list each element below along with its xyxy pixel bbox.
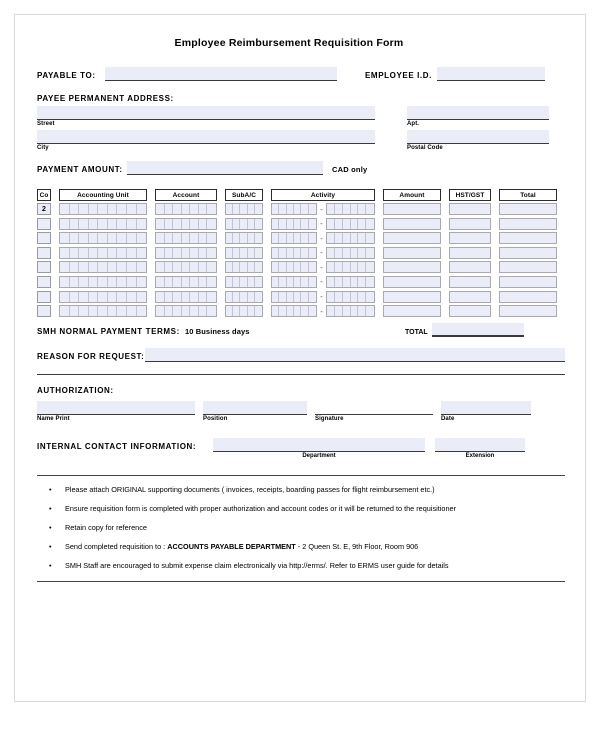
column-header-hst-gst: HST/GST [449,189,491,201]
payment-amount-label: PAYMENT AMOUNT: [37,165,123,174]
column-spacer [491,232,499,244]
cell-amount[interactable] [383,305,441,317]
name-print-caption: Name Print [37,416,70,423]
apt-input[interactable] [407,106,549,120]
column-spacer [147,305,155,317]
note-item [43,543,565,551]
table-row [37,305,565,317]
activity-separator: - [320,204,323,214]
activity-separator: - [320,277,323,287]
column-spacer [375,218,383,230]
column-spacer [441,218,449,230]
column-spacer [147,203,155,215]
cell-activity-a[interactable] [271,276,317,288]
cell-hst-gst[interactable] [449,203,491,215]
signature-caption: Signature [315,416,344,423]
postal-code-caption: Postal Code [407,145,443,151]
table-row [37,261,565,273]
cell-account[interactable] [155,305,217,317]
cell-activity-a[interactable] [271,305,317,317]
date-caption: Date [441,416,455,423]
activity-separator: - [320,292,323,302]
payment-terms-label: SMH NORMAL PAYMENT TERMS: [37,327,180,337]
column-spacer [263,276,271,288]
reason-section [37,348,565,362]
payment-amount-input[interactable] [127,161,323,175]
cell-hst-gst[interactable] [449,232,491,244]
column-spacer [375,232,383,244]
activity-separator: - [320,233,323,243]
cell-activity-b[interactable] [326,232,375,244]
cell-hst-gst[interactable] [449,291,491,303]
column-spacer [51,291,59,303]
cell-co[interactable] [37,232,51,244]
cell-amount[interactable] [383,276,441,288]
cell-subac[interactable] [225,276,263,288]
bullet-icon: • [49,542,52,552]
cell-total[interactable] [499,276,557,288]
cell-amount[interactable] [383,261,441,273]
cell-amount[interactable] [383,291,441,303]
payment-amount-section [37,161,565,175]
column-spacer [491,218,499,230]
column-spacer [375,261,383,273]
reason-input[interactable] [145,348,565,362]
cell-activity-a[interactable] [271,247,317,259]
internal-contact-section [37,438,565,452]
cell-accounting-unit[interactable] [59,203,147,215]
internal-contact-label: INTERNAL CONTACT INFORMATION: [37,442,197,452]
column-header-amount: Amount [383,189,441,201]
position-caption: Position [203,416,228,423]
column-spacer [217,232,225,244]
reason-label: REASON FOR REQUEST: [37,352,145,362]
cell-activity-b[interactable] [326,261,375,273]
column-header-co: Co [37,189,51,201]
column-spacer [147,276,155,288]
column-header-subac: SubA/C [225,189,263,201]
cell-activity-a[interactable] [271,218,317,230]
column-spacer [263,305,271,317]
position-input[interactable] [203,401,307,415]
name-print-input[interactable] [37,401,195,415]
cell-amount[interactable] [383,218,441,230]
extension-input[interactable] [435,438,525,452]
column-spacer [217,261,225,273]
cell-co[interactable] [37,218,51,230]
extension-caption: Extension [465,453,495,460]
form-sheet [14,14,586,702]
city-input[interactable] [37,130,375,144]
column-spacer [375,305,383,317]
column-spacer [441,203,449,215]
column-spacer [217,247,225,259]
cell-subac[interactable] [225,218,263,230]
street-input[interactable] [37,106,375,120]
employee-id-input[interactable] [437,67,545,81]
column-spacer [147,291,155,303]
column-spacer [263,247,271,259]
column-spacer [51,247,59,259]
column-spacer [217,276,225,288]
cell-accounting-unit[interactable] [59,261,147,273]
cell-account[interactable] [155,261,217,273]
cell-co[interactable] [37,261,51,273]
column-spacer [51,203,59,215]
cell-amount[interactable] [383,247,441,259]
cell-activity-b[interactable] [326,276,375,288]
corner-marks: - - - - - [486,29,551,36]
payable-section [37,67,565,81]
note-text: SMH Staff are encouraged to submit expense claim electronically via http://erms/. Refer to ERMS user guide for details [65,561,449,571]
column-spacer [51,218,59,230]
column-spacer [263,218,271,230]
cell-hst-gst[interactable] [449,247,491,259]
bullet-icon: • [49,485,52,495]
cell-accounting-unit[interactable] [59,276,147,288]
table-row [37,203,565,215]
cell-activity-b[interactable] [326,305,375,317]
column-spacer [217,305,225,317]
cell-hst-gst[interactable] [449,305,491,317]
date-input[interactable] [441,401,531,415]
column-spacer [263,261,271,273]
cell-total[interactable] [499,232,557,244]
street-caption: Street [37,121,55,127]
city-caption: City [37,145,49,151]
cell-hst-gst[interactable] [449,276,491,288]
cell-subac[interactable] [225,261,263,273]
cell-account[interactable] [155,218,217,230]
cell-activity-a[interactable] [271,232,317,244]
note-item [43,524,565,532]
column-header-total: Total [499,189,557,201]
note-item [43,486,565,494]
note-text: Ensure requisition form is completed with proper authorization and account codes or it will be returned to the requisitioner [65,504,456,514]
payment-terms-section [37,323,565,337]
cell-accounting-unit[interactable] [59,305,147,317]
page-title: Employee Reimbursement Requisition Form [174,37,404,49]
note-item [43,505,565,513]
column-spacer [51,305,59,317]
cell-total[interactable] [499,218,557,230]
address-heading: PAYEE PERMANENT ADDRESS: [37,94,174,103]
note-text: Send completed requisition to : ACCOUNTS PAYABLE DEPARTMENT - 2 Queen St. E, 9th Floor, Room 906 [65,542,419,552]
activity-separator: - [320,306,323,316]
column-spacer [441,247,449,259]
authorization-section [37,386,565,425]
total-input[interactable] [432,323,524,337]
column-spacer [263,232,271,244]
column-spacer [217,291,225,303]
note-text: Retain copy for reference [65,523,147,533]
coding-table-header-row [37,189,565,201]
coding-table-body [37,203,565,317]
reason-continuation-input[interactable] [37,373,565,375]
column-spacer [491,203,499,215]
cell-accounting-unit[interactable] [59,218,147,230]
column-spacer [491,247,499,259]
notes-top-divider [37,475,565,476]
cell-total[interactable] [499,305,557,317]
cell-subac[interactable] [225,291,263,303]
cell-co[interactable]: 2 [37,203,51,215]
column-spacer [491,305,499,317]
cell-activity-b[interactable] [326,203,375,215]
cell-total[interactable] [499,261,557,273]
cell-subac[interactable] [225,305,263,317]
total-label: TOTAL [405,329,428,337]
cell-co[interactable] [37,291,51,303]
coding-table [37,189,565,317]
column-spacer [375,203,383,215]
column-spacer [51,261,59,273]
cell-account[interactable] [155,232,217,244]
cell-total[interactable] [499,247,557,259]
cell-co[interactable] [37,276,51,288]
bullet-icon: • [49,504,52,514]
cell-total[interactable] [499,203,557,215]
cell-amount[interactable] [383,203,441,215]
column-spacer [441,276,449,288]
cell-co[interactable] [37,247,51,259]
bullet-icon: • [49,561,52,571]
cell-co[interactable] [37,305,51,317]
payable-to-input[interactable] [105,67,337,81]
department-input[interactable] [213,438,425,452]
activity-separator: - [320,219,323,229]
table-row [37,291,565,303]
cell-subac[interactable] [225,247,263,259]
cell-subac[interactable] [225,232,263,244]
column-header-account: Account [155,189,217,201]
column-spacer [51,232,59,244]
column-spacer [375,291,383,303]
note-text: Please attach ORIGINAL supporting documents ( invoices, receipts, boarding passes for flight reimbursement etc.) [65,485,435,495]
postal-code-input[interactable] [407,130,549,144]
column-spacer [375,276,383,288]
column-spacer [441,305,449,317]
cell-activity-b[interactable] [326,218,375,230]
signature-input[interactable] [315,401,433,415]
table-row [37,218,565,230]
column-spacer [441,261,449,273]
cell-account[interactable] [155,203,217,215]
cell-subac[interactable] [225,203,263,215]
column-spacer [375,247,383,259]
bullet-icon: • [49,523,52,533]
employee-id-label: EMPLOYEE I.D. [365,71,432,80]
apt-caption: Apt. [407,121,420,127]
cell-hst-gst[interactable] [449,218,491,230]
column-header-activity: Activity [271,189,375,201]
authorization-heading: AUTHORIZATION: [37,386,114,396]
cell-accounting-unit[interactable] [59,247,147,259]
payment-terms-value: 10 Business days [185,327,250,337]
column-spacer [491,291,499,303]
column-header-accounting-unit: Accounting Unit [59,189,147,201]
cell-activity-a[interactable] [271,261,317,273]
column-spacer [263,291,271,303]
column-spacer [217,203,225,215]
column-spacer [51,276,59,288]
activity-separator: - [320,262,323,272]
column-spacer [147,218,155,230]
table-row [37,247,565,259]
cell-accounting-unit[interactable] [59,291,147,303]
table-row [37,276,565,288]
activity-separator: - [320,248,323,258]
table-row [37,232,565,244]
column-spacer [147,232,155,244]
department-caption: Department [302,453,336,460]
column-spacer [147,261,155,273]
note-item [43,562,565,570]
column-spacer [491,276,499,288]
cell-activity-b[interactable] [326,291,375,303]
payable-to-label: PAYABLE TO: [37,71,96,80]
currency-note: CAD only [332,165,368,174]
cell-account[interactable] [155,247,217,259]
cell-hst-gst[interactable] [449,261,491,273]
column-spacer [441,291,449,303]
cell-total[interactable] [499,291,557,303]
notes-list [37,486,565,570]
cell-activity-a[interactable] [271,291,317,303]
column-spacer [217,218,225,230]
column-spacer [147,247,155,259]
cell-amount[interactable] [383,232,441,244]
column-spacer [441,232,449,244]
cell-activity-a[interactable] [271,203,317,215]
column-spacer [263,203,271,215]
cell-activity-b[interactable] [326,247,375,259]
address-section [37,94,565,154]
cell-accounting-unit[interactable] [59,232,147,244]
column-spacer [491,261,499,273]
cell-account[interactable] [155,276,217,288]
notes-bottom-divider [37,581,565,582]
cell-account[interactable] [155,291,217,303]
